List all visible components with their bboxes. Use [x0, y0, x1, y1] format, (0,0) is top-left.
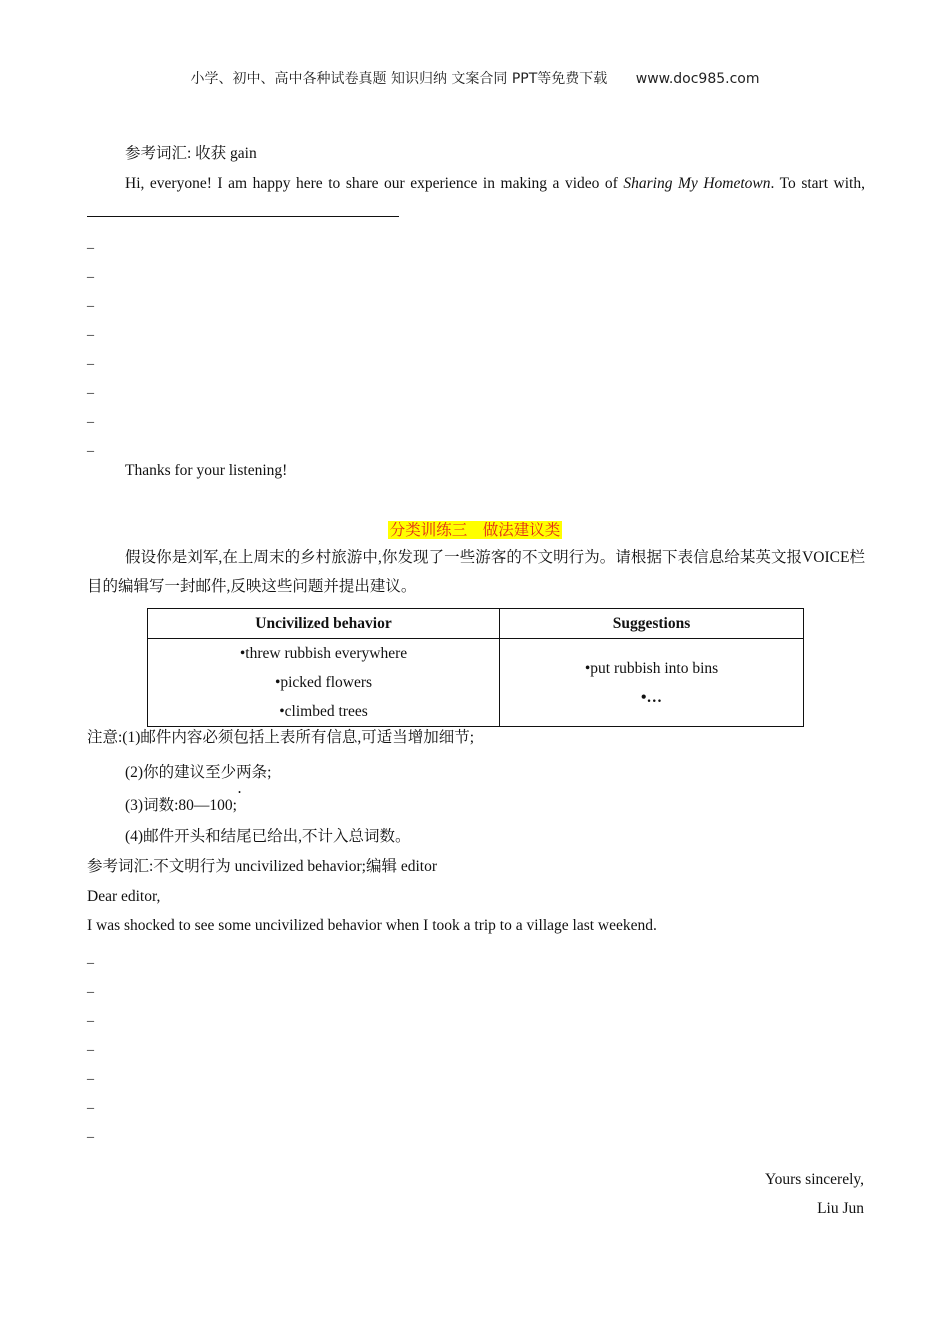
- note-3: (3)词数:80—100;: [125, 797, 237, 814]
- answer-line-dash: _: [87, 352, 94, 367]
- behavior-item: •climbed trees: [279, 703, 368, 720]
- note-2: [87, 758, 865, 787]
- answer-line-dash: _: [87, 323, 94, 338]
- suggestion-item: •…: [641, 688, 662, 706]
- note-4: (4)邮件开头和结尾已给出,不计入总词数。: [125, 828, 411, 845]
- intro-text: Hi, everyone! I am happy here to share our experience in making a video of: [125, 175, 624, 192]
- intro-italic-title: Sharing My Hometown: [623, 175, 771, 192]
- note-1: 注意:(1)邮件内容必须包括上表所有信息,可适当增加细节;: [87, 729, 475, 746]
- note-2-text: (2)你的建议: [125, 764, 206, 781]
- info-table: [147, 608, 804, 727]
- section-title: [0, 518, 950, 540]
- answer-line-dash: _: [87, 236, 94, 251]
- suggestion-item: •put rubbish into bins: [584, 659, 719, 677]
- answer-line-dash: _: [87, 439, 94, 454]
- letter-opening: I was shocked to see some uncivilized behavior when I took a trip to a village last weekend.: [87, 917, 657, 934]
- task-prompt: 假设你是刘军,在上周末的乡村旅游中,你发现了一些游客的不文明行为。请根据下表信息给某英文报VOICE栏目的编辑写一封邮件,反映这些问题并提出建议。: [87, 549, 865, 595]
- letter-salutation: Dear editor,: [87, 888, 161, 905]
- behavior-item: •threw rubbish everywhere: [239, 645, 408, 662]
- answer-line-dash: _: [87, 951, 94, 966]
- table-header-behavior: Uncivilized behavior: [148, 609, 500, 639]
- answer-line-dash: _: [87, 1009, 94, 1024]
- answer-line-dash: _: [87, 381, 94, 396]
- answer-line-dash: _: [87, 980, 94, 995]
- table-header-suggestions: Suggestions: [500, 609, 804, 639]
- answer-line-dash: _: [87, 1096, 94, 1111]
- answer-line-dash: _: [87, 1125, 94, 1140]
- letter-signature: Liu Jun: [817, 1200, 864, 1217]
- answer-line-dash: _: [87, 1067, 94, 1082]
- header-site-link[interactable]: www.doc985.com: [635, 71, 760, 87]
- answer-line-dash: _: [87, 410, 94, 425]
- vocab-note-1: 参考词汇: 收获 gain: [125, 145, 257, 162]
- answer-line-dash: _: [87, 294, 94, 309]
- answer-line-dash: _: [87, 1038, 94, 1053]
- answer-line-dash: _: [87, 265, 94, 280]
- answer-blank-line: [87, 202, 399, 217]
- letter-signoff: Yours sincerely,: [764, 1171, 864, 1188]
- suggestions-cell: [500, 639, 804, 727]
- header-text: 小学、初中、高中各种试卷真题 知识归纳 文案合同 PPT等免费下载: [190, 71, 608, 87]
- behavior-cell: [148, 639, 500, 727]
- table-row: [148, 639, 804, 727]
- writing-intro: [87, 169, 865, 227]
- note-2-text-end: 两条;: [236, 764, 272, 781]
- intro-text-end: . To start with,: [770, 175, 865, 192]
- table-header-row: [148, 609, 804, 639]
- page-header: [0, 68, 950, 88]
- closing-line: Thanks for your listening!: [125, 462, 288, 479]
- note-2-emphasis: 至少: [205, 764, 237, 781]
- vocab-note-2: 参考词汇:不文明行为 uncivilized behavior;编辑 editor: [87, 858, 437, 875]
- section-title-text: 分类训练三 做法建议类: [389, 521, 561, 539]
- behavior-item: •picked flowers: [274, 674, 373, 691]
